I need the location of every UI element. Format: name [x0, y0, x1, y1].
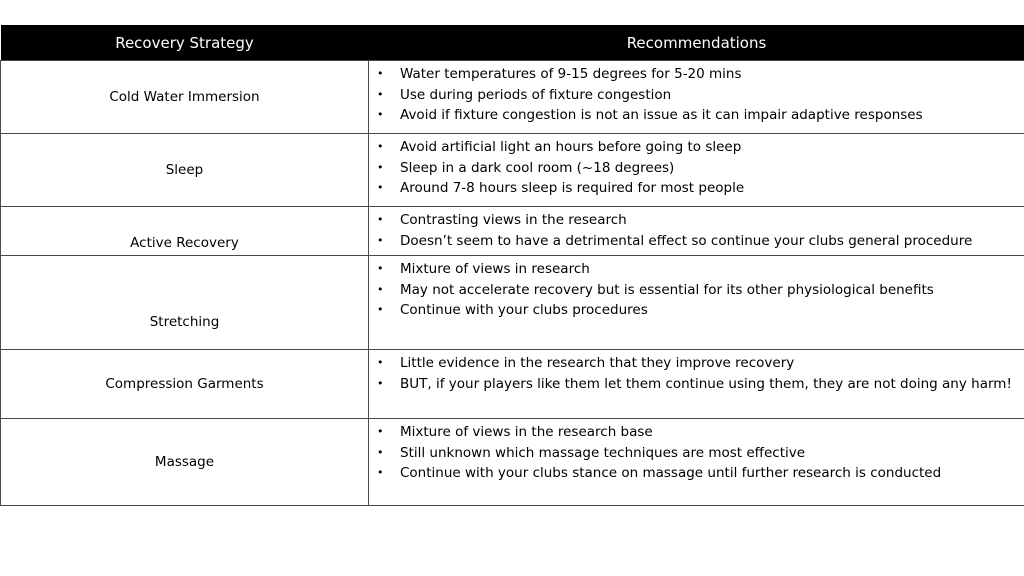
table-row — [1, 256, 1024, 350]
bullet-icon: • — [377, 87, 384, 101]
bullet-icon: • — [377, 108, 384, 121]
recommendation-item — [369, 280, 1016, 301]
recommendation-text: Doesn’t seem to have a detrimental effect so continue your clubs general procedure — [400, 232, 973, 249]
recommendation-list — [369, 422, 1016, 484]
recommendation-list — [369, 64, 1016, 126]
recommendation-item — [369, 178, 1016, 199]
bullet-icon: • — [377, 213, 384, 226]
recommendation-item — [369, 231, 1016, 252]
strategy-cell: Active Recovery — [1, 207, 369, 256]
header-recommendations: Recommendations — [369, 25, 1024, 61]
bullet-icon: • — [377, 67, 384, 80]
table-row — [1, 419, 1024, 506]
recommendation-list — [369, 353, 1016, 394]
recommendation-text: May not accelerate recovery but is essential for its other physiological benefits — [400, 281, 934, 298]
recommendation-item — [369, 353, 1016, 374]
bullet-icon: • — [377, 262, 384, 275]
bullet-icon: • — [377, 303, 384, 316]
strategy-cell: Massage — [1, 419, 369, 506]
recommendation-item — [369, 300, 1016, 321]
recommendation-text: Avoid artificial light an hours before going to sleep — [400, 139, 742, 155]
recovery-table-container — [0, 25, 1024, 506]
recovery-strategy-table — [0, 25, 1024, 506]
recommendation-text: Use during periods of fixture congestion — [400, 86, 672, 103]
bullet-icon: • — [377, 160, 384, 174]
recommendations-cell — [369, 207, 1024, 256]
recommendation-list — [369, 210, 1016, 251]
recommendation-item — [369, 105, 1016, 126]
recommendation-list — [369, 259, 1016, 321]
recommendations-cell — [369, 256, 1024, 350]
bullet-icon: • — [377, 282, 384, 296]
recommendation-text: Continue with your clubs stance on massage until further research is conducted — [400, 465, 942, 481]
recommendation-item — [369, 64, 1016, 85]
recommendation-list — [369, 137, 1016, 199]
recommendation-item — [369, 374, 1016, 395]
table-header-row — [1, 25, 1024, 61]
bullet-icon: • — [377, 181, 384, 194]
recommendations-cell — [369, 350, 1024, 419]
bullet-icon: • — [377, 425, 384, 438]
strategy-cell: Compression Garments — [1, 350, 369, 419]
bullet-icon: • — [377, 445, 384, 459]
recommendation-text: Around 7-8 hours sleep is required for most people — [400, 180, 745, 196]
recommendation-item — [369, 443, 1016, 464]
table-row — [1, 207, 1024, 256]
recommendation-text: BUT, if your players like them let them continue using them, they are not doing any harm! — [400, 375, 1012, 392]
header-recovery-strategy: Recovery Strategy — [1, 25, 369, 61]
recommendation-item — [369, 158, 1016, 179]
recommendations-cell — [369, 419, 1024, 506]
strategy-cell: Sleep — [1, 134, 369, 207]
recommendations-cell — [369, 134, 1024, 207]
recommendation-item — [369, 137, 1016, 158]
table-row — [1, 350, 1024, 419]
recommendation-text: Continue with your clubs procedures — [400, 302, 648, 318]
table-row — [1, 61, 1024, 134]
recommendation-text: Water temperatures of 9-15 degrees for 5-20 mins — [400, 66, 742, 82]
strategy-cell: Stretching — [1, 256, 369, 350]
table-row — [1, 134, 1024, 207]
recommendation-item — [369, 422, 1016, 443]
bullet-icon: • — [377, 466, 384, 479]
recommendations-cell — [369, 61, 1024, 134]
recommendation-text: Mixture of views in research — [400, 261, 590, 277]
bullet-icon: • — [377, 356, 384, 369]
bullet-icon: • — [377, 376, 384, 390]
recommendation-item — [369, 210, 1016, 231]
recommendation-item — [369, 259, 1016, 280]
recommendation-item — [369, 463, 1016, 484]
recommendation-text: Sleep in a dark cool room (~18 degrees) — [400, 159, 675, 176]
recommendation-text: Avoid if fixture congestion is not an issue as it can impair adaptive responses — [400, 107, 923, 123]
recommendation-text: Mixture of views in the research base — [400, 424, 653, 440]
recommendation-text: Contrasting views in the research — [400, 212, 627, 228]
recommendation-item — [369, 85, 1016, 106]
recommendation-text: Little evidence in the research that they improve recovery — [400, 355, 795, 371]
strategy-cell: Cold Water Immersion — [1, 61, 369, 134]
bullet-icon: • — [377, 233, 384, 247]
recommendation-text: Still unknown which massage techniques are most effective — [400, 444, 806, 461]
bullet-icon: • — [377, 140, 384, 153]
